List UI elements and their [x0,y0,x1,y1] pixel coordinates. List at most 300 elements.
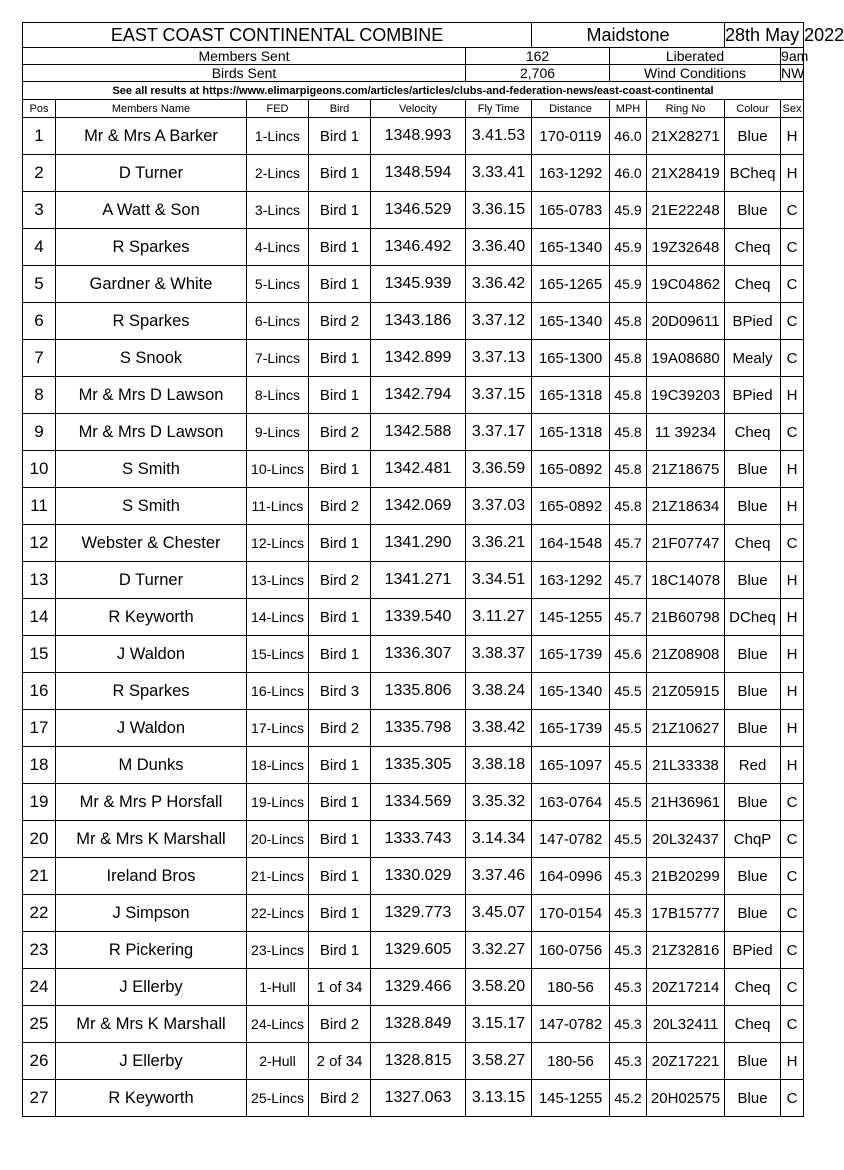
cell-colour: Blue [725,192,781,229]
cell-members-name: J Ellerby [56,1043,247,1080]
column-header-colour: Colour [725,100,781,118]
cell-pos: 4 [23,229,56,266]
cell-mph: 45.3 [610,932,647,969]
cell-velocity: 1327.063 [371,1080,466,1117]
cell-velocity: 1335.798 [371,710,466,747]
cell-mph: 45.3 [610,1006,647,1043]
cell-distance: 147-0782 [532,821,610,858]
cell-fed: 15-Lincs [247,636,309,673]
cell-fly-time: 3.15.17 [466,1006,532,1043]
cell-mph: 45.5 [610,747,647,784]
cell-members-name: D Turner [56,155,247,192]
cell-bird: Bird 1 [309,377,371,414]
cell-pos: 10 [23,451,56,488]
cell-fed: 13-Lincs [247,562,309,599]
cell-fly-time: 3.38.18 [466,747,532,784]
cell-pos: 5 [23,266,56,303]
cell-velocity: 1329.605 [371,932,466,969]
cell-distance: 165-1318 [532,377,610,414]
cell-distance: 145-1255 [532,599,610,636]
cell-ring-no: 21F07747 [647,525,725,562]
cell-bird: Bird 1 [309,192,371,229]
cell-fed: 1-Hull [247,969,309,1006]
cell-fly-time: 3.32.27 [466,932,532,969]
cell-sex: H [781,451,804,488]
table-row [23,1080,804,1117]
cell-pos: 16 [23,673,56,710]
cell-colour: Cheq [725,229,781,266]
cell-distance: 165-1265 [532,266,610,303]
results-table [22,22,844,1117]
cell-bird: Bird 1 [309,155,371,192]
cell-members-name: A Watt & Son [56,192,247,229]
cell-ring-no: 20D09611 [647,303,725,340]
table-row [23,784,804,821]
cell-ring-no: 21L33338 [647,747,725,784]
table-row [23,636,804,673]
table-row [23,192,804,229]
cell-mph: 45.8 [610,451,647,488]
cell-fly-time: 3.37.15 [466,377,532,414]
cell-fed: 2-Hull [247,1043,309,1080]
cell-pos: 2 [23,155,56,192]
table-row [23,599,804,636]
cell-fly-time: 3.36.59 [466,451,532,488]
cell-distance: 165-1739 [532,636,610,673]
cell-pos: 15 [23,636,56,673]
cell-velocity: 1348.594 [371,155,466,192]
combine-title: EAST COAST CONTINENTAL COMBINE [23,23,532,48]
cell-mph: 46.0 [610,155,647,192]
column-header-bird: Bird [309,100,371,118]
cell-members-name: Gardner & White [56,266,247,303]
cell-members-name: Mr & Mrs A Barker [56,118,247,155]
cell-ring-no: 21X28271 [647,118,725,155]
cell-colour: Cheq [725,1006,781,1043]
cell-velocity: 1342.588 [371,414,466,451]
cell-ring-no: 18C14078 [647,562,725,599]
cell-members-name: R Sparkes [56,303,247,340]
cell-bird: Bird 1 [309,229,371,266]
table-row [23,377,804,414]
cell-members-name: M Dunks [56,747,247,784]
cell-fly-time: 3.36.15 [466,192,532,229]
members-row [23,48,804,65]
cell-distance: 170-0119 [532,118,610,155]
cell-velocity: 1329.466 [371,969,466,1006]
cell-sex: C [781,858,804,895]
cell-members-name: Mr & Mrs K Marshall [56,1006,247,1043]
cell-mph: 45.3 [610,858,647,895]
cell-velocity: 1328.849 [371,1006,466,1043]
cell-mph: 45.3 [610,969,647,1006]
cell-mph: 45.3 [610,1043,647,1080]
cell-fly-time: 3.34.51 [466,562,532,599]
cell-fed: 18-Lincs [247,747,309,784]
cell-bird: Bird 1 [309,747,371,784]
cell-members-name: Mr & Mrs P Horsfall [56,784,247,821]
column-header-fly-time: Fly Time [466,100,532,118]
cell-distance: 163-0764 [532,784,610,821]
cell-bird: Bird 1 [309,451,371,488]
cell-velocity: 1342.899 [371,340,466,377]
cell-colour: BPied [725,932,781,969]
cell-mph: 45.5 [610,821,647,858]
cell-fed: 4-Lincs [247,229,309,266]
cell-mph: 45.8 [610,488,647,525]
cell-bird: Bird 2 [309,562,371,599]
cell-ring-no: 21X28419 [647,155,725,192]
cell-sex: H [781,1043,804,1080]
cell-pos: 14 [23,599,56,636]
cell-fed: 9-Lincs [247,414,309,451]
liberated-label: Liberated [610,48,781,65]
table-row [23,673,804,710]
cell-pos: 23 [23,932,56,969]
cell-pos: 6 [23,303,56,340]
cell-pos: 27 [23,1080,56,1117]
table-row [23,895,804,932]
cell-velocity: 1334.569 [371,784,466,821]
cell-mph: 45.5 [610,784,647,821]
results-sheet [22,22,844,1117]
cell-fed: 3-Lincs [247,192,309,229]
cell-distance: 165-1340 [532,303,610,340]
cell-fed: 2-Lincs [247,155,309,192]
cell-ring-no: 21E22248 [647,192,725,229]
cell-pos: 17 [23,710,56,747]
table-row [23,1006,804,1043]
cell-mph: 45.2 [610,1080,647,1117]
cell-colour: Blue [725,784,781,821]
cell-fly-time: 3.45.07 [466,895,532,932]
cell-distance: 165-1340 [532,673,610,710]
cell-velocity: 1341.290 [371,525,466,562]
cell-velocity: 1341.271 [371,562,466,599]
cell-colour: Cheq [725,414,781,451]
cell-sex: C [781,821,804,858]
table-row [23,747,804,784]
cell-distance: 170-0154 [532,895,610,932]
cell-bird: Bird 1 [309,858,371,895]
table-row [23,340,804,377]
cell-mph: 45.8 [610,377,647,414]
cell-distance: 165-0892 [532,488,610,525]
cell-sex: H [781,155,804,192]
cell-members-name: J Ellerby [56,969,247,1006]
cell-ring-no: 21B60798 [647,599,725,636]
cell-velocity: 1339.540 [371,599,466,636]
cell-distance: 165-0892 [532,451,610,488]
cell-fly-time: 3.38.42 [466,710,532,747]
cell-bird: Bird 1 [309,932,371,969]
cell-mph: 45.5 [610,710,647,747]
cell-members-name: Mr & Mrs K Marshall [56,821,247,858]
cell-mph: 45.7 [610,562,647,599]
cell-velocity: 1328.815 [371,1043,466,1080]
cell-mph: 46.0 [610,118,647,155]
cell-fed: 17-Lincs [247,710,309,747]
cell-distance: 165-1318 [532,414,610,451]
cell-members-name: R Sparkes [56,229,247,266]
cell-pos: 20 [23,821,56,858]
cell-fly-time: 3.58.27 [466,1043,532,1080]
cell-members-name: R Keyworth [56,599,247,636]
cell-pos: 7 [23,340,56,377]
cell-ring-no: 20Z17221 [647,1043,725,1080]
cell-pos: 18 [23,747,56,784]
cell-distance: 165-1300 [532,340,610,377]
table-row [23,969,804,1006]
cell-distance: 164-1548 [532,525,610,562]
cell-mph: 45.8 [610,340,647,377]
cell-ring-no: 21Z08908 [647,636,725,673]
cell-mph: 45.3 [610,895,647,932]
cell-sex: C [781,932,804,969]
cell-fly-time: 3.14.34 [466,821,532,858]
cell-sex: H [781,747,804,784]
cell-ring-no: 21Z10627 [647,710,725,747]
cell-ring-no: 17B15777 [647,895,725,932]
table-row [23,451,804,488]
cell-fly-time: 3.36.21 [466,525,532,562]
cell-pos: 8 [23,377,56,414]
cell-sex: C [781,303,804,340]
cell-ring-no: 21B20299 [647,858,725,895]
cell-ring-no: 21H36961 [647,784,725,821]
cell-colour: BCheq [725,155,781,192]
cell-bird: Bird 2 [309,710,371,747]
cell-pos: 9 [23,414,56,451]
table-row [23,118,804,155]
cell-mph: 45.7 [610,525,647,562]
wind-value: NW [781,65,805,81]
cell-fed: 10-Lincs [247,451,309,488]
cell-fed: 8-Lincs [247,377,309,414]
cell-velocity: 1342.481 [371,451,466,488]
cell-sex: H [781,562,804,599]
cell-sex: H [781,599,804,636]
birds-row [23,65,804,82]
cell-ring-no: 20L32437 [647,821,725,858]
cell-bird: Bird 1 [309,599,371,636]
cell-colour: Blue [725,1080,781,1117]
cell-colour: DCheq [725,599,781,636]
cell-distance: 164-0996 [532,858,610,895]
cell-velocity: 1342.069 [371,488,466,525]
cell-sex: C [781,1006,804,1043]
cell-colour: BPied [725,377,781,414]
cell-members-name: Ireland Bros [56,858,247,895]
cell-fly-time: 3.38.37 [466,636,532,673]
cell-bird: Bird 1 [309,821,371,858]
cell-velocity: 1342.794 [371,377,466,414]
table-row [23,710,804,747]
cell-colour: Cheq [725,266,781,303]
table-row [23,525,804,562]
cell-distance: 163-1292 [532,562,610,599]
cell-fed: 7-Lincs [247,340,309,377]
cell-sex: H [781,488,804,525]
cell-fly-time: 3.33.41 [466,155,532,192]
table-row [23,155,804,192]
cell-pos: 26 [23,1043,56,1080]
cell-bird: 2 of 34 [309,1043,371,1080]
cell-bird: Bird 1 [309,895,371,932]
members-sent-value: 162 [466,48,610,65]
cell-fed: 1-Lincs [247,118,309,155]
cell-fed: 6-Lincs [247,303,309,340]
cell-members-name: J Waldon [56,636,247,673]
table-row [23,932,804,969]
cell-members-name: Webster & Chester [56,525,247,562]
cell-members-name: D Turner [56,562,247,599]
cell-members-name: J Waldon [56,710,247,747]
results-note-row [23,82,804,100]
cell-colour: Cheq [725,969,781,1006]
column-header-fed: FED [247,100,309,118]
cell-ring-no: 21Z05915 [647,673,725,710]
cell-members-name: R Pickering [56,932,247,969]
cell-velocity: 1346.529 [371,192,466,229]
cell-bird: Bird 1 [309,525,371,562]
birds-sent-label: Birds Sent [23,65,466,82]
cell-fly-time: 3.37.46 [466,858,532,895]
cell-fly-time: 3.41.53 [466,118,532,155]
table-row [23,1043,804,1080]
cell-pos: 24 [23,969,56,1006]
cell-fed: 21-Lincs [247,858,309,895]
liberated-value: 9am [781,48,809,64]
cell-sex: C [781,229,804,266]
cell-ring-no: 19C39203 [647,377,725,414]
cell-distance: 163-1292 [532,155,610,192]
table-row [23,266,804,303]
cell-bird: 1 of 34 [309,969,371,1006]
cell-members-name: Mr & Mrs D Lawson [56,377,247,414]
cell-colour: Red [725,747,781,784]
cell-sex: C [781,340,804,377]
cell-bird: Bird 2 [309,488,371,525]
cell-pos: 19 [23,784,56,821]
cell-pos: 1 [23,118,56,155]
cell-ring-no: 19A08680 [647,340,725,377]
cell-pos: 13 [23,562,56,599]
cell-sex: C [781,895,804,932]
cell-bird: Bird 2 [309,1080,371,1117]
cell-members-name: R Sparkes [56,673,247,710]
cell-colour: BPied [725,303,781,340]
cell-velocity: 1329.773 [371,895,466,932]
cell-velocity: 1333.743 [371,821,466,858]
cell-sex: H [781,118,804,155]
cell-mph: 45.8 [610,414,647,451]
cell-sex: H [781,710,804,747]
cell-velocity: 1343.186 [371,303,466,340]
cell-sex: C [781,192,804,229]
table-row [23,562,804,599]
cell-ring-no: 19Z32648 [647,229,725,266]
cell-fly-time: 3.37.17 [466,414,532,451]
column-header-pos: Pos [23,100,56,118]
cell-pos: 3 [23,192,56,229]
cell-ring-no: 21Z32816 [647,932,725,969]
cell-colour: ChqP [725,821,781,858]
cell-fly-time: 3.36.40 [466,229,532,266]
cell-bird: Bird 1 [309,784,371,821]
column-header-sex: Sex [781,100,804,118]
cell-velocity: 1346.492 [371,229,466,266]
cell-fly-time: 3.35.32 [466,784,532,821]
results-link[interactable]: See all results at https://www.elimarpigeons.com/articles/articles/clubs-and-federation-news/east-coast-continental [23,82,804,100]
cell-fed: 23-Lincs [247,932,309,969]
cell-distance: 145-1255 [532,1080,610,1117]
cell-pos: 22 [23,895,56,932]
cell-ring-no: 21Z18634 [647,488,725,525]
cell-members-name: J Simpson [56,895,247,932]
members-sent-label: Members Sent [23,48,466,65]
cell-mph: 45.9 [610,192,647,229]
cell-members-name: Mr & Mrs D Lawson [56,414,247,451]
cell-velocity: 1345.939 [371,266,466,303]
cell-sex: C [781,784,804,821]
cell-colour: Blue [725,895,781,932]
cell-fed: 24-Lincs [247,1006,309,1043]
table-row [23,821,804,858]
cell-distance: 165-0783 [532,192,610,229]
cell-fly-time: 3.58.20 [466,969,532,1006]
cell-sex: H [781,673,804,710]
header-row [23,23,804,48]
cell-fly-time: 3.38.24 [466,673,532,710]
cell-colour: Blue [725,488,781,525]
cell-distance: 165-1097 [532,747,610,784]
cell-ring-no: 20H02575 [647,1080,725,1117]
cell-fly-time: 3.37.03 [466,488,532,525]
cell-fed: 19-Lincs [247,784,309,821]
cell-bird: Bird 1 [309,340,371,377]
cell-sex: C [781,525,804,562]
cell-ring-no: 20Z17214 [647,969,725,1006]
cell-fly-time: 3.13.15 [466,1080,532,1117]
cell-fed: 16-Lincs [247,673,309,710]
cell-mph: 45.9 [610,229,647,266]
table-row [23,229,804,266]
cell-bird: Bird 2 [309,303,371,340]
cell-bird: Bird 1 [309,118,371,155]
cell-members-name: R Keyworth [56,1080,247,1117]
cell-fed: 25-Lincs [247,1080,309,1117]
cell-mph: 45.7 [610,599,647,636]
cell-colour: Mealy [725,340,781,377]
cell-colour: Blue [725,636,781,673]
cell-mph: 45.5 [610,673,647,710]
cell-colour: Blue [725,118,781,155]
cell-distance: 147-0782 [532,1006,610,1043]
wind-label: Wind Conditions [610,65,781,82]
cell-fed: 5-Lincs [247,266,309,303]
cell-colour: Cheq [725,525,781,562]
table-row [23,858,804,895]
cell-members-name: S Snook [56,340,247,377]
cell-ring-no: 19C04862 [647,266,725,303]
cell-bird: Bird 2 [309,1006,371,1043]
cell-fed: 14-Lincs [247,599,309,636]
cell-fed: 11-Lincs [247,488,309,525]
cell-fly-time: 3.37.13 [466,340,532,377]
cell-pos: 21 [23,858,56,895]
column-header-velocity: Velocity [371,100,466,118]
